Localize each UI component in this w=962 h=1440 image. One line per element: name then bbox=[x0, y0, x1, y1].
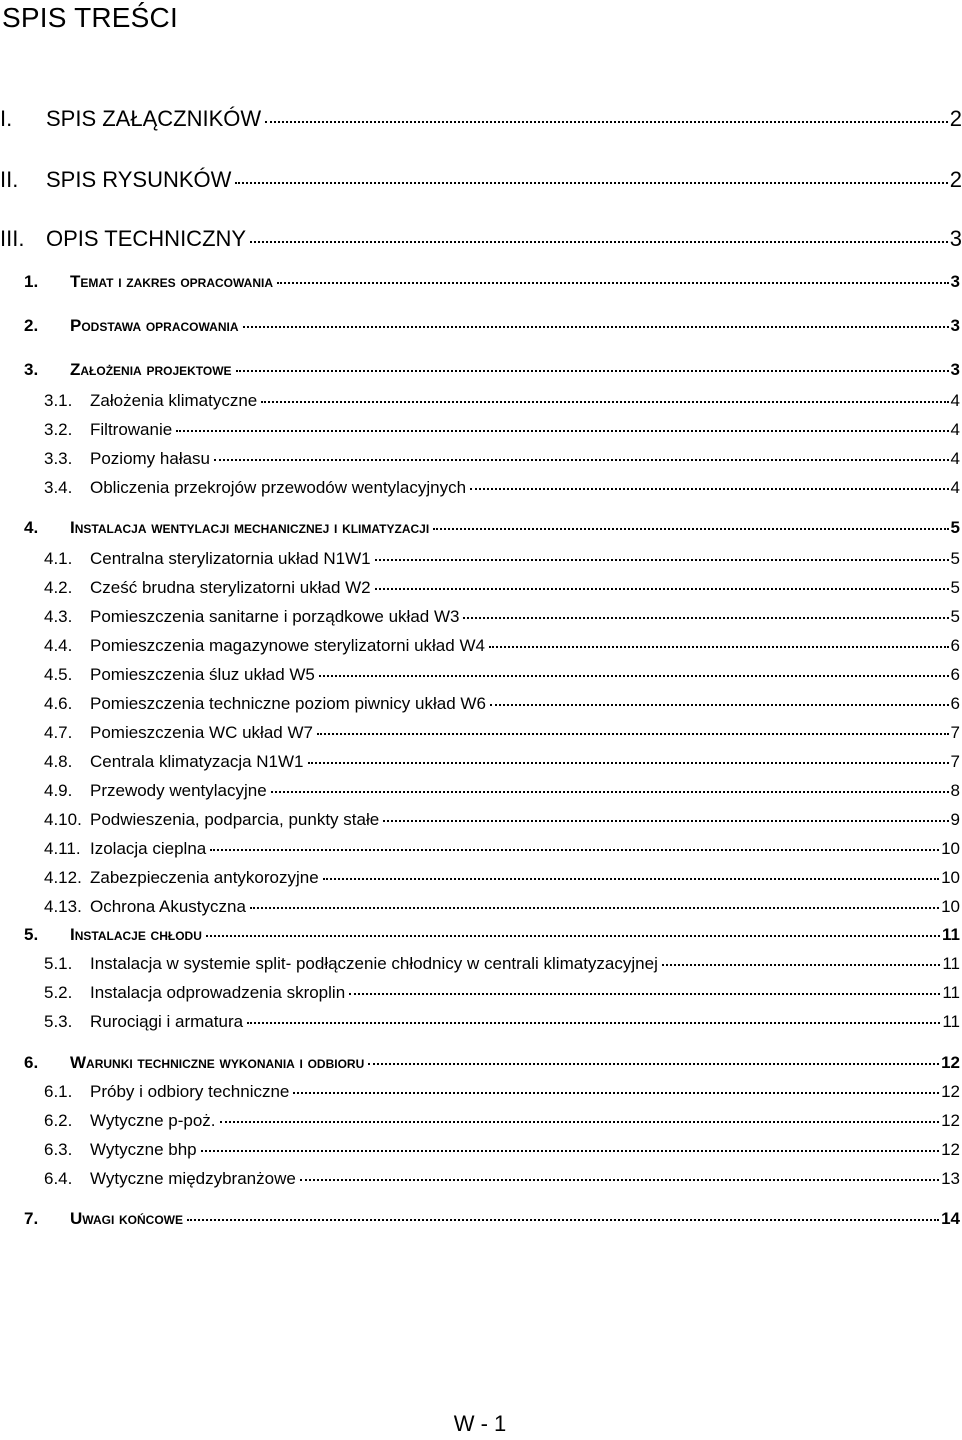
toc-entry[interactable] bbox=[44, 636, 960, 656]
toc-entry-number: 4.13. bbox=[44, 897, 82, 916]
toc-entry[interactable] bbox=[44, 897, 960, 917]
toc-entry-page: 12 bbox=[941, 1111, 960, 1130]
dot-leader bbox=[463, 617, 948, 619]
dot-leader bbox=[433, 528, 948, 530]
toc-entry[interactable] bbox=[44, 868, 960, 888]
toc-entry-title: SPIS RYSUNKÓW bbox=[46, 167, 232, 192]
toc-entry-title: Obliczenia przekrojów przewodów wentylacyjnych bbox=[90, 478, 467, 497]
toc-entry[interactable] bbox=[44, 1140, 960, 1160]
toc-entry-title: Cześć brudna sterylizatorni układ W2 bbox=[90, 578, 371, 597]
toc-entry-page: 3 bbox=[950, 272, 960, 291]
dot-leader bbox=[261, 401, 948, 403]
toc-entry[interactable] bbox=[24, 316, 960, 336]
toc-entry-title: Podwieszenia, podparcia, punkty stałe bbox=[90, 810, 380, 829]
toc-entry-page: 10 bbox=[941, 839, 960, 858]
toc-entry-title: Ochrona Akustyczna bbox=[90, 897, 246, 916]
toc-entry-page: 11 bbox=[942, 1012, 960, 1031]
toc-entry[interactable] bbox=[44, 391, 960, 411]
toc-entry-number: 4.4. bbox=[44, 636, 73, 655]
dot-leader bbox=[236, 370, 949, 372]
toc-entry[interactable] bbox=[24, 1209, 960, 1229]
toc-entry[interactable] bbox=[44, 781, 960, 801]
toc-entry-title: Założenia klimatyczne bbox=[90, 391, 258, 410]
toc-entry[interactable] bbox=[24, 518, 960, 538]
dot-leader bbox=[247, 1022, 940, 1024]
toc-entry[interactable] bbox=[44, 665, 960, 685]
dot-leader bbox=[250, 241, 948, 243]
toc-entry-number: III. bbox=[0, 226, 25, 251]
toc-entry-number: 6.4. bbox=[44, 1169, 73, 1188]
dot-leader bbox=[220, 1121, 940, 1123]
toc-entry[interactable] bbox=[44, 549, 960, 569]
dot-leader bbox=[271, 791, 949, 793]
toc-entry[interactable] bbox=[24, 1053, 960, 1073]
toc-entry-title: Założenia projektowe bbox=[70, 360, 232, 379]
toc-entry-number: 4.2. bbox=[44, 578, 73, 597]
dot-leader bbox=[210, 849, 939, 851]
toc-entry-title: Przewody wentylacyjne bbox=[90, 781, 267, 800]
toc-entry-title: Zabezpieczenia antykorozyjne bbox=[90, 868, 319, 887]
dot-leader bbox=[317, 733, 949, 735]
dot-leader bbox=[250, 907, 939, 909]
dot-leader bbox=[375, 588, 949, 590]
toc-entry[interactable] bbox=[44, 983, 960, 1003]
toc-entry-page: 4 bbox=[950, 391, 960, 410]
toc-entry-page: 5 bbox=[950, 549, 960, 568]
toc-entry[interactable] bbox=[44, 1169, 960, 1189]
toc-entry-page: 11 bbox=[942, 983, 960, 1002]
toc-entry-title: Pomieszczenia techniczne poziom piwnicy układ W6 bbox=[90, 694, 486, 713]
toc-entry-page: 5 bbox=[950, 518, 960, 537]
toc-entry-page: 10 bbox=[941, 897, 960, 916]
toc-entry[interactable] bbox=[44, 478, 960, 498]
toc-entry-title: Podstawa opracowania bbox=[70, 316, 239, 335]
toc-entry-title: Izolacja cieplna bbox=[90, 839, 207, 858]
dot-leader bbox=[235, 182, 947, 184]
toc-entry-title: Pomieszczenia sanitarne i porządkowe układ W3 bbox=[90, 607, 460, 626]
toc-entry[interactable] bbox=[24, 360, 960, 380]
toc-entry[interactable] bbox=[44, 1012, 960, 1032]
toc-entry-number: II. bbox=[0, 167, 19, 192]
toc-entry-title: Warunki techniczne wykonania i odbioru bbox=[70, 1053, 365, 1072]
toc-entry-page: 4 bbox=[950, 449, 960, 468]
toc-entry-number: 4.5. bbox=[44, 665, 73, 684]
toc-entry-page: 3 bbox=[950, 360, 960, 379]
toc-entry[interactable] bbox=[44, 1111, 960, 1131]
dot-leader bbox=[470, 488, 948, 490]
toc-entry-number: 3. bbox=[24, 360, 39, 379]
toc-entry[interactable] bbox=[24, 925, 960, 945]
toc-entry[interactable] bbox=[0, 106, 962, 132]
toc-entry[interactable] bbox=[44, 578, 960, 598]
toc-entry-number: 4.10. bbox=[44, 810, 82, 829]
toc-entry-title: Wytyczne p-poż. bbox=[90, 1111, 216, 1130]
toc-entry-page: 11 bbox=[942, 954, 960, 973]
toc-entry-page: 6 bbox=[950, 636, 960, 655]
toc-entry-number: 4.3. bbox=[44, 607, 73, 626]
toc-entry-number: 3.1. bbox=[44, 391, 73, 410]
toc-entry[interactable] bbox=[44, 607, 960, 627]
toc-entry-number: 4.12. bbox=[44, 868, 82, 887]
dot-leader bbox=[300, 1179, 939, 1181]
toc-entry-title: Instalacja wentylacji mechanicznej i klimatyzacji bbox=[70, 518, 430, 537]
toc-entry-number: 3.4. bbox=[44, 478, 73, 497]
toc-entry-page: 3 bbox=[950, 316, 960, 335]
toc-entry-number: 5.3. bbox=[44, 1012, 73, 1031]
toc-entry-page: 12 bbox=[941, 1082, 960, 1101]
toc-entry-number: 4.8. bbox=[44, 752, 73, 771]
toc-entry-page: 5 bbox=[950, 578, 960, 597]
toc-entry-number: 6.1. bbox=[44, 1082, 73, 1101]
toc-entry-title: Instalacja w systemie split- podłączenie chłodnicy w centrali klimatyzacyjnej bbox=[90, 954, 658, 973]
dot-leader bbox=[323, 878, 939, 880]
toc-entry-number: 4.1. bbox=[44, 549, 73, 568]
toc-entry-number: I. bbox=[0, 106, 13, 131]
toc-entry-title: Rurociągi i armatura bbox=[90, 1012, 244, 1031]
toc-entry-title: Pomieszczenia śluz układ W5 bbox=[90, 665, 315, 684]
dot-leader bbox=[265, 121, 948, 123]
toc-entry-page: 13 bbox=[941, 1169, 960, 1188]
dot-leader bbox=[368, 1063, 939, 1065]
toc-entry-number: 1. bbox=[24, 272, 39, 291]
toc-entry-page: 12 bbox=[941, 1140, 960, 1159]
toc-entry-page: 10 bbox=[941, 868, 960, 887]
toc-entry[interactable] bbox=[0, 167, 962, 193]
toc-entry-page: 5 bbox=[950, 607, 960, 626]
toc-entry[interactable] bbox=[44, 839, 960, 859]
dot-leader bbox=[308, 762, 949, 764]
toc-entry-number: 5.2. bbox=[44, 983, 73, 1002]
page-footer: W - 1 bbox=[453, 1411, 507, 1436]
toc-entry[interactable] bbox=[44, 752, 960, 772]
toc-entry[interactable] bbox=[44, 723, 960, 743]
toc-entry[interactable] bbox=[24, 272, 960, 292]
toc-entry-title: Instalacje chłodu bbox=[70, 925, 202, 944]
toc-entry-page: 6 bbox=[950, 665, 960, 684]
toc-entry[interactable] bbox=[0, 226, 962, 252]
toc-entry-title: Instalacja odprowadzenia skroplin bbox=[90, 983, 346, 1002]
toc-entry-number: 7. bbox=[24, 1209, 39, 1228]
toc-entry[interactable] bbox=[44, 449, 960, 469]
toc-entry-number: 5. bbox=[24, 925, 39, 944]
toc-entry-page: 4 bbox=[950, 420, 960, 439]
toc-entry-number: 6.3. bbox=[44, 1140, 73, 1159]
toc-entry-title: Poziomy hałasu bbox=[90, 449, 211, 468]
toc-entry-title: Centralna sterylizatornia układ N1W1 bbox=[90, 549, 371, 568]
toc-entry-number: 6.2. bbox=[44, 1111, 73, 1130]
toc-entry-title: Wytyczne bhp bbox=[90, 1140, 197, 1159]
toc-entry-page: 8 bbox=[950, 781, 960, 800]
toc-entry-number: 4.11. bbox=[44, 839, 81, 858]
toc-entry-number: 4.9. bbox=[44, 781, 73, 800]
dot-leader bbox=[319, 675, 949, 677]
toc-entry-page: 3 bbox=[949, 226, 962, 251]
dot-leader bbox=[490, 704, 949, 706]
toc-entry-page: 12 bbox=[941, 1053, 960, 1072]
dot-leader bbox=[375, 559, 949, 561]
toc-entry-title: Próby i odbiory techniczne bbox=[90, 1082, 290, 1101]
dot-leader bbox=[201, 1150, 939, 1152]
toc-entry-page: 7 bbox=[950, 723, 960, 742]
toc-entry-title: Pomieszczenia WC układ W7 bbox=[90, 723, 313, 742]
dot-leader bbox=[349, 993, 940, 995]
toc-entry-page: 2 bbox=[949, 167, 962, 192]
dot-leader bbox=[662, 964, 941, 966]
dot-leader bbox=[277, 282, 949, 284]
toc-entry-page: 6 bbox=[950, 694, 960, 713]
toc-entry-page: 9 bbox=[950, 810, 960, 829]
dot-leader bbox=[187, 1219, 939, 1221]
dot-leader bbox=[206, 935, 940, 937]
toc-entry-number: 3.3. bbox=[44, 449, 73, 468]
page-title: SPIS TREŚCI bbox=[2, 2, 178, 33]
toc-entry-number: 2. bbox=[24, 316, 39, 335]
toc-entry[interactable] bbox=[44, 810, 960, 830]
toc-entry-number: 3.2. bbox=[44, 420, 73, 439]
dot-leader bbox=[176, 430, 948, 432]
toc-entry-number: 4. bbox=[24, 518, 39, 537]
toc-entry-page: 2 bbox=[949, 106, 962, 131]
dot-leader bbox=[243, 326, 949, 328]
toc-entry-title: Centrala klimatyzacja N1W1 bbox=[90, 752, 304, 771]
toc-entry-page: 7 bbox=[950, 752, 960, 771]
toc-entry-number: 4.7. bbox=[44, 723, 73, 742]
toc-entry-title: Pomieszczenia magazynowe sterylizatorni układ W4 bbox=[90, 636, 485, 655]
toc-entry-number: 6. bbox=[24, 1053, 39, 1072]
toc-entry-page: 11 bbox=[942, 925, 960, 944]
dot-leader bbox=[489, 646, 949, 648]
toc-entry-title: Temat i zakres opracowania bbox=[70, 272, 273, 291]
toc-entry-page: 4 bbox=[950, 478, 960, 497]
toc-entry-page: 14 bbox=[941, 1209, 960, 1228]
dot-leader bbox=[214, 459, 949, 461]
toc-entry-number: 4.6. bbox=[44, 694, 73, 713]
dot-leader bbox=[383, 820, 948, 822]
toc-entry-title: Wytyczne międzybranżowe bbox=[90, 1169, 296, 1188]
toc-entry[interactable] bbox=[44, 420, 960, 440]
toc-entry[interactable] bbox=[44, 1082, 960, 1102]
toc-entry-title: OPIS TECHNICZNY bbox=[46, 226, 247, 251]
toc-entry[interactable] bbox=[44, 954, 960, 974]
toc-entry-title: Uwagi końcowe bbox=[70, 1209, 183, 1228]
toc-entry[interactable] bbox=[44, 694, 960, 714]
dot-leader bbox=[293, 1092, 939, 1094]
toc-entry-title: SPIS ZAŁĄCZNIKÓW bbox=[46, 106, 262, 131]
toc-entry-title: Filtrowanie bbox=[90, 420, 173, 439]
toc-entry-number: 5.1. bbox=[44, 954, 73, 973]
